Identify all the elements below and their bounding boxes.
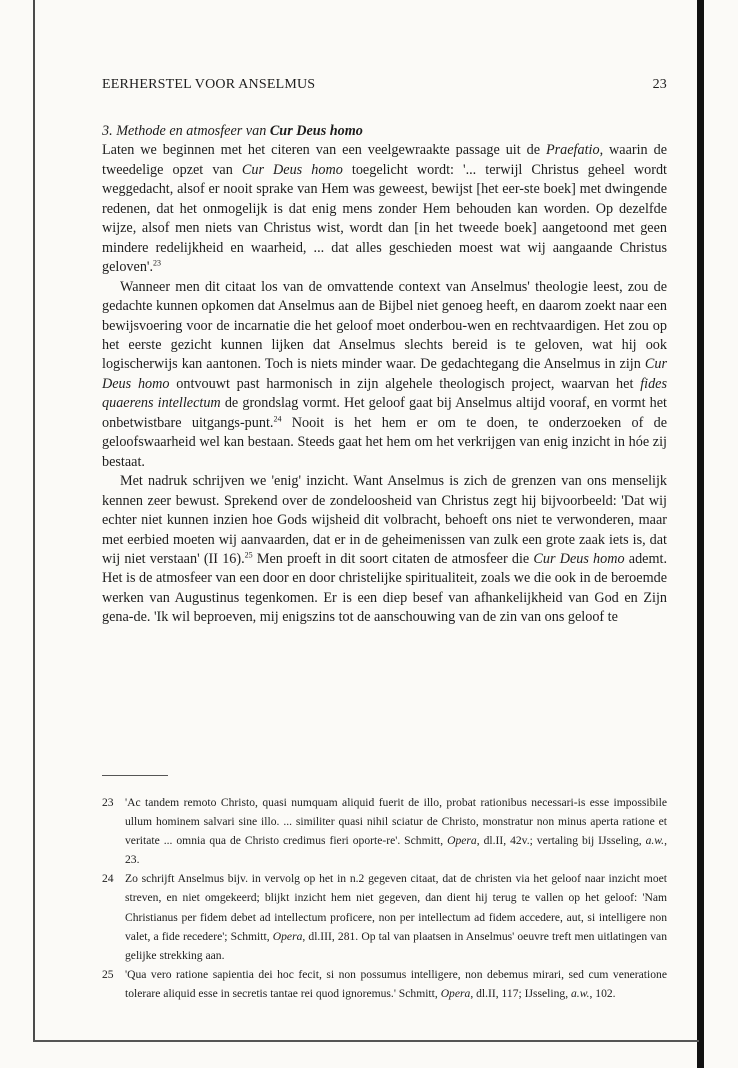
running-header (102, 77, 667, 93)
page-edge-bottom (33, 1040, 699, 1042)
paragraph-1 (102, 141, 667, 277)
paragraph-2 (102, 278, 667, 473)
text-run: Men proeft in dit soort citaten de atmosfeer die (252, 550, 534, 567)
text-run: Wanneer men dit citaat los van de omvattende context van Anselmus' theologie leest, zou de gedachte kunnen opkomen dat Anselmus aan de Bijbel niet genoeg heeft, en daarom zoekt naar een bewijsvoering voor de incarnatie die het geloof moet onderbou-wen en rechtvaardigen. Het zou op het eerste gezicht kunnen lijken dat Anselmus slechts bereid is te geloven, wat hij ook logischerwijs kan aantonen. Toch is niets minder waar. De gedachtegang die Anselmus in zijn (102, 278, 667, 373)
text-run: de grondslag vormt. Het geloof gaat bij Anselmus altijd vooraf, en vormt het onbetwistbare uitgangs-punt. (102, 395, 667, 431)
footnote-number: 25 (102, 967, 114, 981)
text-run: Laten we beginnen met het citeren van een veelgewraakte passage uit de (102, 142, 546, 159)
text-run: , dl.II, 117; IJsseling, (470, 986, 571, 1000)
text-run: , dl.II, 42v.; vertaling bij IJsseling, (476, 834, 646, 848)
section-title: Methode en atmosfeer van (116, 123, 267, 139)
text-run: Nooit is het hem er om te doen, te onderzoeken of de geloofswaarheid wel kan bestaan. Steeds gaat het hem om het verkrijgen van enig inzicht in hóe zij bestaat. (102, 414, 667, 470)
text-run: , 23. (125, 834, 667, 867)
page-edge-right (697, 0, 704, 1068)
italic-run: a.w. (571, 986, 590, 1000)
italic-run: a.w. (645, 834, 665, 848)
italic-run: fides quaerens intellectum (102, 375, 667, 412)
main-text (102, 122, 667, 628)
footnote-23 (102, 793, 667, 869)
paragraph-3 (102, 472, 667, 628)
text-run: 'Ac tandem remoto Christo, quasi numquam aliquid fuerit de illo, probat rationibus necessari-is esse impossibile ullum hominem salvari sine illo. ... similiter quasi nihil sciatur de Christo, monstratur non minus aperta ratione et veritate ... omnia qua de Christo credimus fieri oporte-re'. Schmitt, (125, 796, 667, 848)
footnote-number: 24 (102, 872, 114, 886)
footnote-24 (102, 869, 667, 964)
footnote-text (125, 869, 667, 964)
italic-run: Cur Deus homo (241, 161, 343, 178)
running-title: EERHERSTEL VOOR ANSELMUS (102, 77, 316, 92)
footnote-25 (102, 965, 667, 1003)
footnote-text (125, 965, 667, 1003)
text-run: toegelicht wordt: '... terwijl Christus geheel wordt weggedacht, alsof er nooit sprake van Hem was geweest, bewijst [het eer-ste boek] met dwingende redenen, dat het onmogelijk is dat enig mens zonder Hem behouden kan worden. Op dezelfde wijze, alsof men niets van Christus wist, wordt dan [in het tweede boek] aangetoond met geen mindere redelijkheid en waarheid, ... dat alles geschieden moest wat wij aangaande Christus geloven'. (102, 161, 667, 276)
footnote-ref-25[interactable]: 25 (244, 550, 253, 560)
text-run: , 102. (589, 986, 616, 1000)
italic-run: Cur Deus homo (102, 356, 667, 392)
text-run: ontvouwt past harmonisch in zijn algehele theologisch project, waarvan het (169, 375, 641, 392)
italic-run: Praefatio (545, 142, 600, 159)
section-title-work: Cur Deus homo (269, 123, 363, 139)
footnote-text (125, 793, 667, 869)
footnote-divider (102, 775, 168, 776)
text-run: , waarin de tweedelige opzet van (102, 142, 667, 178)
footnote-number: 23 (102, 796, 114, 809)
footnote-ref-23[interactable]: 23 (153, 258, 162, 268)
text-run: 'Qua vero ratione sapientia dei hoc fecit, si non possumus intelligere, non debemus mirari, sed cum veneratione tolerare aliquid esse in secretis tantae rei quod ignoremus.' Schmitt, (125, 967, 667, 1000)
text-run: , dl.III, 281. Op tal van plaatsen in Anselmus' oeuvre treft men uitlatingen van gelijke strekking aan. (125, 929, 668, 962)
section-number: 3. (102, 123, 113, 139)
footnote-ref-24[interactable]: 24 (273, 414, 282, 424)
italic-run: Opera (447, 834, 477, 848)
italic-run: Opera (272, 929, 303, 943)
italic-run: Opera (440, 986, 471, 1000)
footnotes (102, 793, 667, 1003)
page-number: 23 (652, 77, 667, 92)
text-run: ademt. Het is de atmosfeer van een door en door christelijke spiritualiteit, zoals we die ook in de beroemde werken van Augustinus tegenkomen. Er is een diep besef van afhankelijkheid van God en Zijn gena-de. 'Ik wil beproeven, mij enigszins tot de aanschouwing van de zin van ons geloof te (102, 550, 668, 626)
text-run: Met nadruk schrijven we 'enig' inzicht. Want Anselmus is zich de grenzen van ons menselijk kennen zeer bewust. Sprekend over de zondeloosheid van Christus zegt hij bijvoorbeeld: 'Dat wij echter niet kunnen inzien hoe Gods wijsheid dit volbracht, behoeft ons niet te verwonderen, maar met eerbied moeten wij aanvaarden, dat er in de geheimenissen van zulk een grote zaak iets is, dat wij niet verstaan' (II 16). (102, 473, 667, 567)
text-run: Zo schrijft Anselmus bijv. in vervolg op het in n.2 gegeven citaat, dat de christen via het geloof naar inzicht moet streven, en niet omgekeerd; blijkt inzicht hem niet gegeven, dan dient hij terug te vallen op het geloof: 'Nam Christianus per fidem debet ad intellectum proficere, non per intellectum ad fidem accedere, aut, si intelligere non valet, a fide recedere'; Schmitt, (125, 872, 667, 943)
page-edge-left (33, 0, 35, 1040)
italic-run: Cur Deus homo (533, 550, 625, 567)
section-heading (102, 122, 667, 141)
